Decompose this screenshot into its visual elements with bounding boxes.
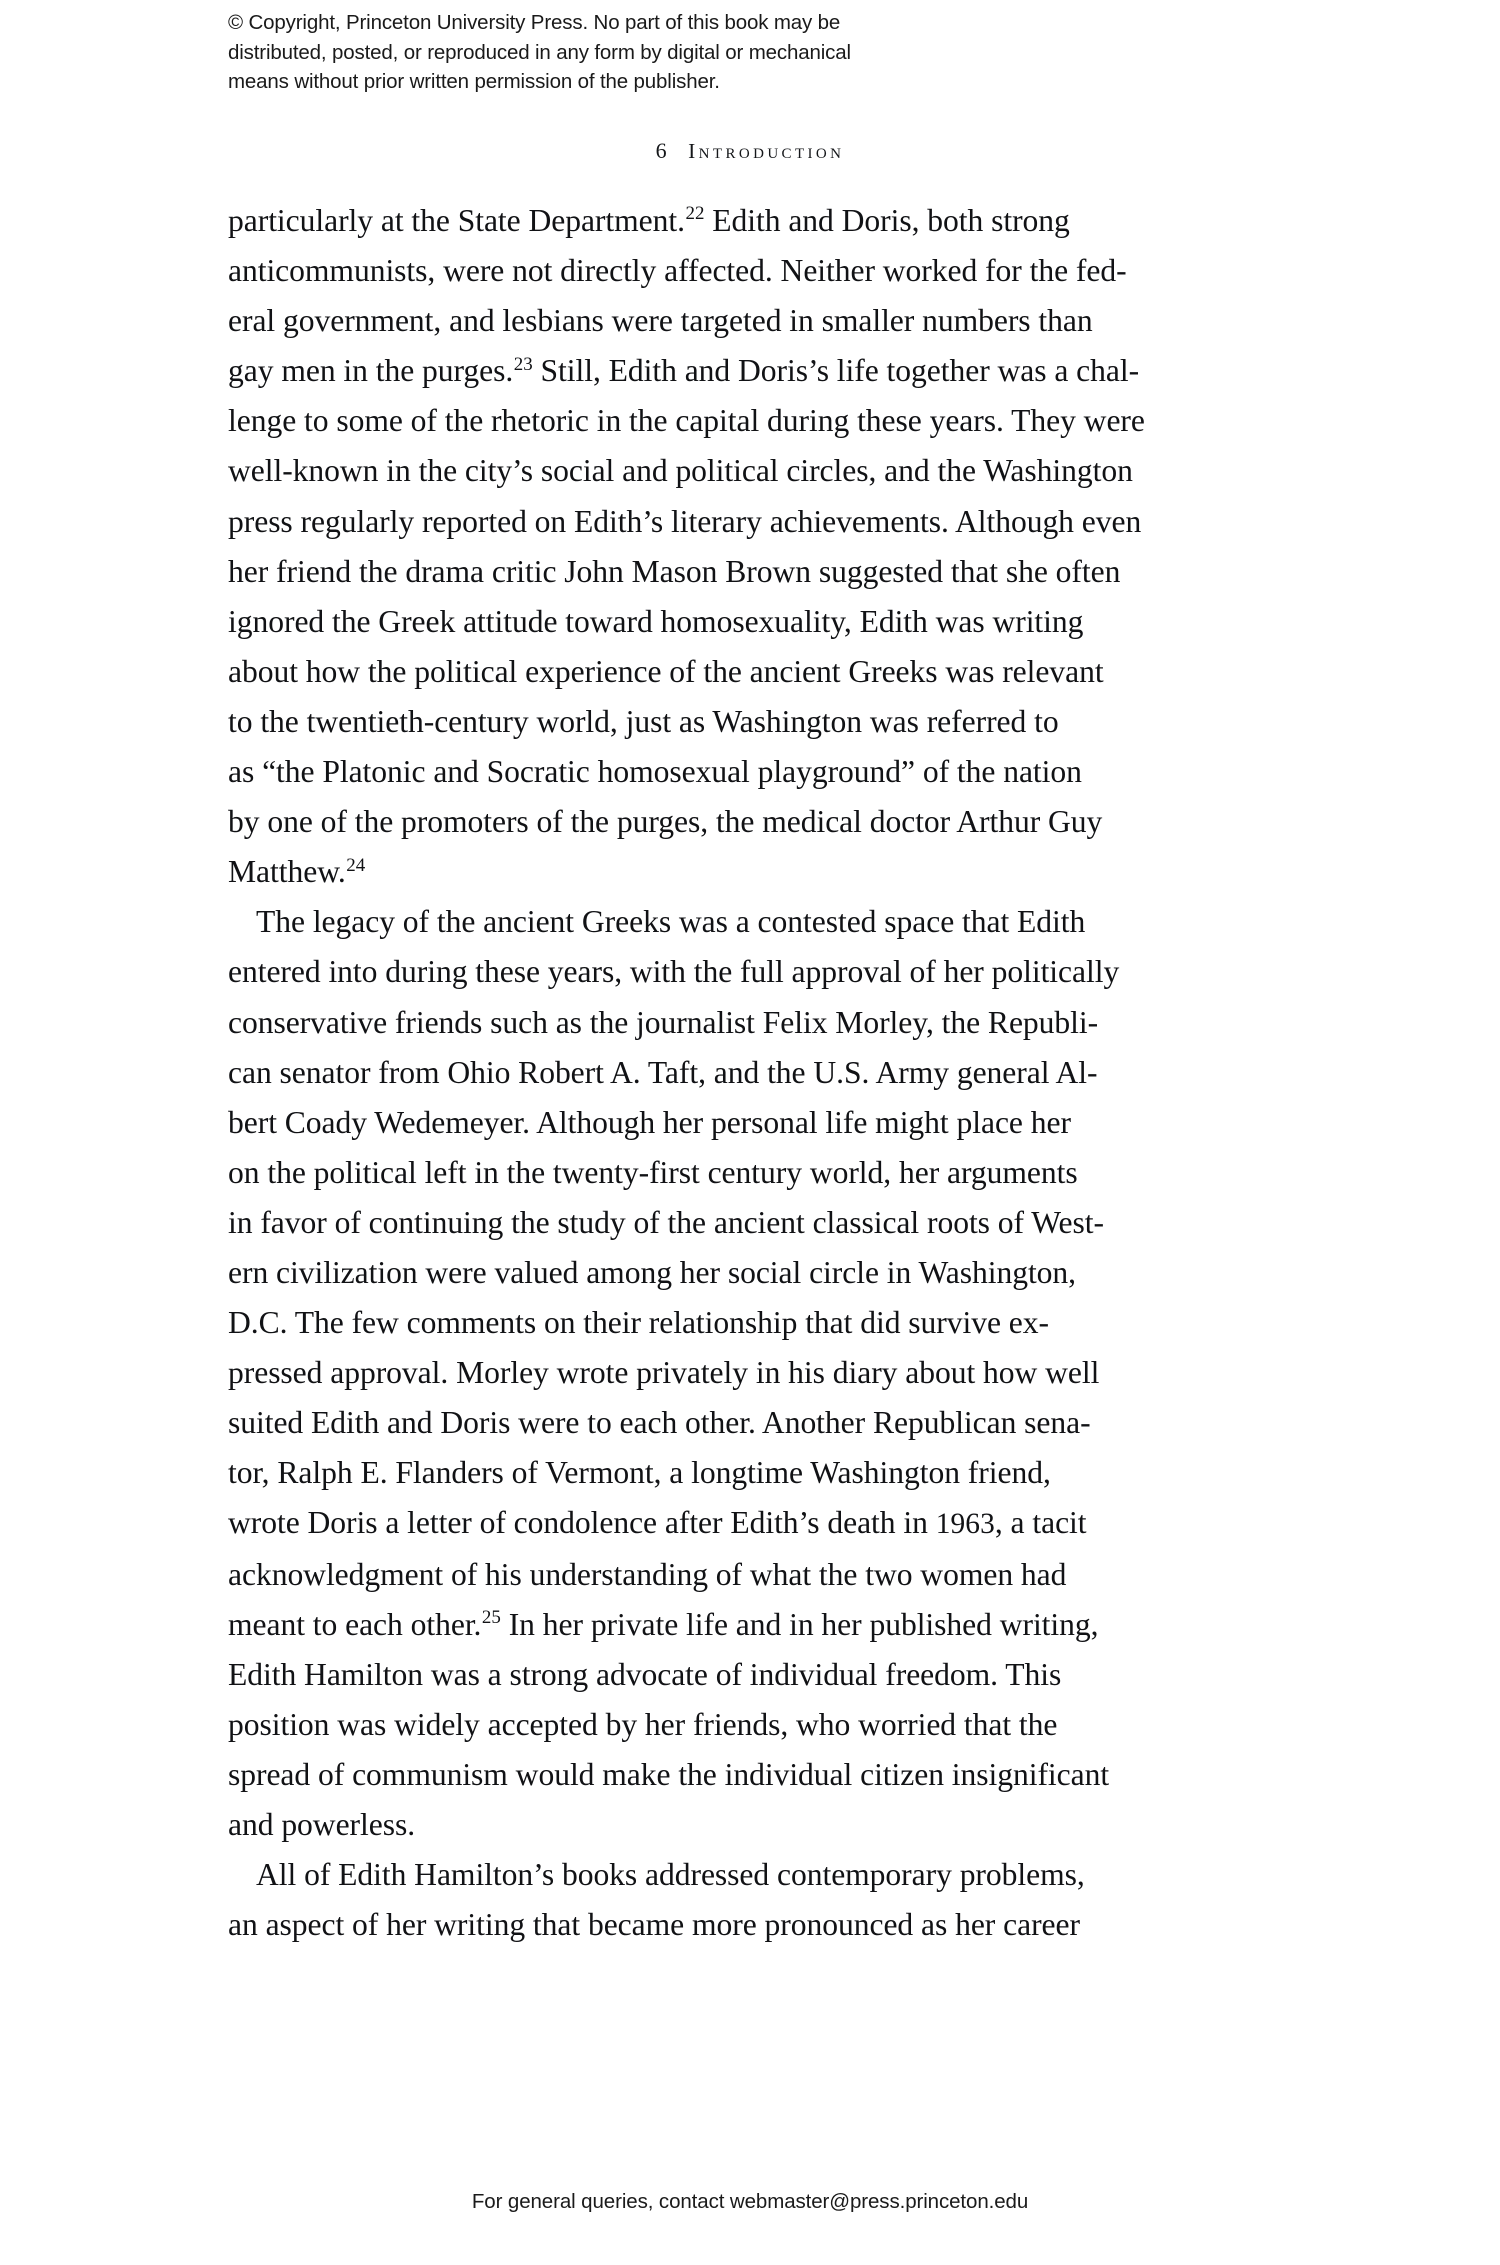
body-line: eral government, and lesbians were targeted in smaller numbers than <box>228 303 1093 339</box>
body-line: The legacy of the ancient Greeks was a contested space that Edith <box>256 904 1086 940</box>
copyright-notice <box>228 8 1068 97</box>
footnote-reference[interactable]: 24 <box>346 854 366 876</box>
body-line: conservative friends such as the journalist Felix Morley, the Republi- <box>228 1004 1099 1040</box>
body-line: as “the Platonic and Socratic homosexual playground” of the nation <box>228 754 1082 790</box>
body-line: acknowledgment of his understanding of what the two women had <box>228 1556 1067 1592</box>
body-line: well-known in the city’s social and political circles, and the Washington <box>228 453 1133 489</box>
body-line: tor, Ralph E. Flanders of Vermont, a longtime Washington friend, <box>228 1455 1051 1491</box>
running-head <box>0 138 1500 164</box>
body-line: spread of communism would make the individual citizen insignificant <box>228 1756 1110 1792</box>
body-line: by one of the promoters of the purges, the medical doctor Arthur Guy <box>228 804 1103 840</box>
body-line: suited Edith and Doris were to each other. Another Republican sena- <box>228 1405 1091 1441</box>
body-line: to the twentieth-century world, just as Washington was referred to <box>228 703 1059 739</box>
body-line: wrote Doris a letter of condolence after Edith’s death in 1963, a tacit <box>228 1505 1087 1541</box>
body-line: Matthew.$^{24}$ <box>228 854 366 890</box>
footer-notice-text: For general queries, contact webmaster@press.princeton.edu <box>471 2190 1029 2213</box>
body-line: can senator from Ohio Robert A. Taft, and the U.S. Army general Al- <box>228 1054 1098 1090</box>
body-line: and powerless. <box>228 1807 416 1842</box>
body-line: bert Coady Wedemeyer. Although her personal life might place her <box>228 1104 1071 1140</box>
body-line: particularly at the State Department.$^{22}$ Edith and Doris, both strong <box>228 203 1070 238</box>
footnote-reference[interactable]: 22 <box>685 203 705 225</box>
body-line: about how the political experience of the ancient Greeks was relevant <box>228 653 1104 689</box>
body-line: press regularly reported on Edith’s literary achievements. Although even <box>228 503 1142 539</box>
page-folio-number: 6 <box>655 138 668 163</box>
body-line: gay men in the purges.$^{23}$ Still, Edith and Doris’s life together was a chal- <box>228 353 1140 389</box>
running-head-title: Introduction <box>688 139 845 163</box>
body-line: meant to each other.$^{25}$ In her private life and in her published writing, <box>228 1606 1099 1642</box>
paragraph-1 <box>228 196 1286 897</box>
body-line: anticommunists, were not directly affected. Neither worked for the fed- <box>228 253 1127 289</box>
paragraph-2 <box>228 897 1286 1850</box>
footnote-reference[interactable]: 23 <box>513 353 533 375</box>
body-line: in favor of continuing the study of the ancient classical roots of West- <box>228 1204 1104 1240</box>
footer-notice <box>0 2190 1500 2214</box>
body-line: Edith Hamilton was a strong advocate of individual freedom. This <box>228 1656 1062 1692</box>
body-line: lenge to some of the rhetoric in the capital during these years. They were <box>228 403 1145 439</box>
paragraph-3 <box>228 1850 1286 1950</box>
body-text-block <box>228 196 1286 1950</box>
body-line: entered into during these years, with the full approval of her politically <box>228 954 1120 990</box>
copyright-notice-line: © Copyright, Princeton University Press. No part of this book may be <box>228 11 841 34</box>
body-line: pressed approval. Morley wrote privately in his diary about how well <box>228 1355 1100 1391</box>
body-line: All of Edith Hamilton’s books addressed contemporary problems, <box>256 1857 1085 1893</box>
body-line: position was widely accepted by her friends, who worried that the <box>228 1706 1058 1742</box>
body-line: on the political left in the twenty-first century world, her arguments <box>228 1154 1078 1190</box>
footnote-reference[interactable]: 25 <box>481 1607 501 1629</box>
body-line: her friend the drama critic John Mason Brown suggested that she often <box>228 553 1121 589</box>
body-line: D.C. The few comments on their relationship that did survive ex- <box>228 1305 1049 1341</box>
body-line: ern civilization were valued among her social circle in Washington, <box>228 1254 1077 1290</box>
copyright-notice-line: means without prior written permission of the publisher. <box>228 70 720 93</box>
body-line: an aspect of her writing that became more pronounced as her career <box>228 1907 1080 1943</box>
year-figure: 1963 <box>935 1508 995 1541</box>
copyright-notice-line: distributed, posted, or reproduced in any form by digital or mechanical <box>228 40 851 64</box>
body-line: ignored the Greek attitude toward homosexuality, Edith was writing <box>228 603 1084 639</box>
